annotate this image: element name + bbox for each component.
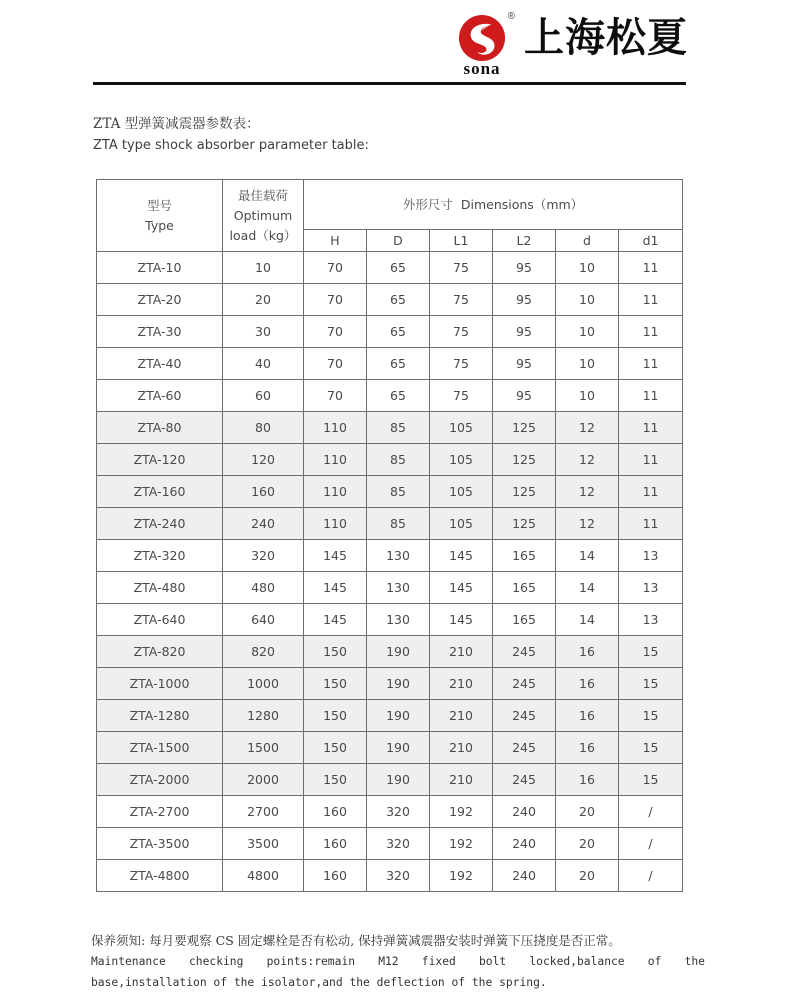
cell-model: ZTA-4800 — [97, 860, 223, 892]
cell-h: 150 — [304, 732, 367, 764]
cell-model: ZTA-40 — [97, 348, 223, 380]
table-row — [97, 444, 683, 476]
cell-l1: 210 — [430, 668, 493, 700]
column-header-dimensions-cn: 外形尺寸 — [402, 196, 453, 212]
column-header-l2: L2 — [493, 230, 556, 252]
cell-d: 130 — [367, 572, 430, 604]
cell-l2: 245 — [493, 700, 556, 732]
cell-d1: 11 — [619, 284, 683, 316]
cell-model: ZTA-640 — [97, 604, 223, 636]
header-divider — [93, 82, 686, 85]
cell-d: 320 — [367, 828, 430, 860]
cell-l2: 245 — [493, 764, 556, 796]
cell-d: 65 — [367, 284, 430, 316]
table-row — [97, 540, 683, 572]
cell-d: 65 — [367, 252, 430, 284]
table-row — [97, 732, 683, 764]
table-row — [97, 796, 683, 828]
cell-l1: 75 — [430, 348, 493, 380]
cell-l2: 95 — [493, 316, 556, 348]
cell-l2: 125 — [493, 508, 556, 540]
column-header-type — [97, 180, 223, 252]
cell-d-small: 14 — [556, 540, 619, 572]
company-name-cn: 上海松夏 — [524, 15, 688, 61]
cell-model: ZTA-120 — [97, 444, 223, 476]
cell-h: 160 — [304, 860, 367, 892]
cell-load: 820 — [223, 636, 304, 668]
cell-load: 1500 — [223, 732, 304, 764]
cell-d1: 13 — [619, 604, 683, 636]
cell-model: ZTA-1280 — [97, 700, 223, 732]
sona-circle-s-icon — [458, 14, 506, 62]
cell-load: 2000 — [223, 764, 304, 796]
cell-model: ZTA-2700 — [97, 796, 223, 828]
cell-h: 150 — [304, 700, 367, 732]
cell-h: 70 — [304, 348, 367, 380]
cell-model: ZTA-160 — [97, 476, 223, 508]
spec-table-container — [96, 179, 682, 892]
cell-h: 150 — [304, 668, 367, 700]
cell-l1: 210 — [430, 636, 493, 668]
table-row — [97, 252, 683, 284]
cell-d1: 15 — [619, 700, 683, 732]
cell-h: 160 — [304, 796, 367, 828]
cell-h: 145 — [304, 604, 367, 636]
cell-model: ZTA-3500 — [97, 828, 223, 860]
cell-d-small: 14 — [556, 604, 619, 636]
cell-h: 160 — [304, 828, 367, 860]
cell-l2: 165 — [493, 604, 556, 636]
table-row — [97, 700, 683, 732]
cell-l2: 95 — [493, 284, 556, 316]
cell-load: 1280 — [223, 700, 304, 732]
cell-load: 240 — [223, 508, 304, 540]
cell-d: 85 — [367, 508, 430, 540]
cell-l2: 240 — [493, 828, 556, 860]
cell-model: ZTA-80 — [97, 412, 223, 444]
cell-model: ZTA-1000 — [97, 668, 223, 700]
cell-d-small: 12 — [556, 476, 619, 508]
cell-d: 190 — [367, 732, 430, 764]
cell-load: 640 — [223, 604, 304, 636]
maintenance-note-en — [91, 951, 705, 993]
cell-d1: 11 — [619, 476, 683, 508]
cell-d-small: 20 — [556, 828, 619, 860]
cell-h: 70 — [304, 284, 367, 316]
cell-l1: 75 — [430, 380, 493, 412]
cell-l1: 192 — [430, 828, 493, 860]
spec-table-head — [97, 180, 683, 252]
cell-l2: 165 — [493, 572, 556, 604]
table-header-row-1 — [97, 180, 683, 230]
maintenance-note-en-line1: Maintenance checking points:remain M12 fixed bolt locked,balance of the — [91, 955, 705, 968]
cell-d1: 15 — [619, 668, 683, 700]
column-header-d: D — [367, 230, 430, 252]
cell-load: 10 — [223, 252, 304, 284]
cell-d-small: 10 — [556, 252, 619, 284]
maintenance-note — [91, 930, 705, 993]
table-row — [97, 508, 683, 540]
cell-l1: 210 — [430, 732, 493, 764]
cell-d: 320 — [367, 796, 430, 828]
cell-l2: 95 — [493, 380, 556, 412]
cell-d: 85 — [367, 412, 430, 444]
cell-l1: 145 — [430, 604, 493, 636]
cell-d-small: 20 — [556, 796, 619, 828]
cell-d-small: 16 — [556, 764, 619, 796]
cell-l1: 75 — [430, 252, 493, 284]
cell-d1: 13 — [619, 540, 683, 572]
cell-load: 160 — [223, 476, 304, 508]
cell-d: 65 — [367, 316, 430, 348]
cell-l2: 240 — [493, 796, 556, 828]
column-header-l1: L1 — [430, 230, 493, 252]
column-header-load-en1: Optimum — [233, 207, 293, 223]
cell-h: 70 — [304, 252, 367, 284]
spec-table — [96, 179, 683, 892]
cell-d1: 11 — [619, 380, 683, 412]
page-title — [93, 113, 693, 157]
table-row — [97, 284, 683, 316]
cell-l2: 165 — [493, 540, 556, 572]
cell-d-small: 12 — [556, 508, 619, 540]
cell-d: 190 — [367, 636, 430, 668]
cell-d: 85 — [367, 444, 430, 476]
page-title-en: ZTA type shock absorber parameter table: — [93, 138, 369, 153]
cell-d1: 15 — [619, 732, 683, 764]
column-header-h: H — [304, 230, 367, 252]
cell-d: 65 — [367, 348, 430, 380]
cell-load: 120 — [223, 444, 304, 476]
cell-model: ZTA-30 — [97, 316, 223, 348]
cell-d: 320 — [367, 860, 430, 892]
sona-logo-mark — [456, 12, 514, 78]
cell-d-small: 16 — [556, 636, 619, 668]
cell-load: 2700 — [223, 796, 304, 828]
table-row — [97, 380, 683, 412]
cell-l1: 105 — [430, 508, 493, 540]
column-header-type-cn: 型号 — [146, 197, 172, 213]
cell-load: 20 — [223, 284, 304, 316]
cell-d-small: 20 — [556, 860, 619, 892]
cell-d1: 13 — [619, 572, 683, 604]
cell-d-small: 10 — [556, 348, 619, 380]
cell-load: 3500 — [223, 828, 304, 860]
company-logo — [456, 12, 688, 78]
table-row — [97, 412, 683, 444]
cell-l1: 192 — [430, 860, 493, 892]
cell-model: ZTA-20 — [97, 284, 223, 316]
cell-l2: 245 — [493, 636, 556, 668]
cell-load: 30 — [223, 316, 304, 348]
cell-l1: 210 — [430, 700, 493, 732]
cell-d1: 15 — [619, 764, 683, 796]
cell-d-small: 14 — [556, 572, 619, 604]
cell-l2: 95 — [493, 348, 556, 380]
cell-load: 80 — [223, 412, 304, 444]
cell-load: 1000 — [223, 668, 304, 700]
table-row — [97, 476, 683, 508]
cell-h: 70 — [304, 316, 367, 348]
cell-d-small: 12 — [556, 444, 619, 476]
cell-l1: 105 — [430, 476, 493, 508]
cell-model: ZTA-10 — [97, 252, 223, 284]
column-header-load-en2: load（kg） — [229, 227, 297, 243]
cell-model: ZTA-1500 — [97, 732, 223, 764]
column-header-d-small: d — [556, 230, 619, 252]
cell-l1: 145 — [430, 540, 493, 572]
table-row — [97, 828, 683, 860]
cell-model: ZTA-320 — [97, 540, 223, 572]
cell-d-small: 10 — [556, 316, 619, 348]
cell-h: 145 — [304, 540, 367, 572]
cell-d-small: 12 — [556, 412, 619, 444]
cell-d: 190 — [367, 764, 430, 796]
table-row — [97, 668, 683, 700]
table-row — [97, 636, 683, 668]
cell-l2: 125 — [493, 444, 556, 476]
cell-d: 190 — [367, 700, 430, 732]
cell-d-small: 16 — [556, 700, 619, 732]
cell-model: ZTA-240 — [97, 508, 223, 540]
cell-h: 150 — [304, 636, 367, 668]
cell-d: 65 — [367, 380, 430, 412]
cell-l2: 245 — [493, 668, 556, 700]
cell-d1: 15 — [619, 636, 683, 668]
cell-h: 110 — [304, 444, 367, 476]
cell-model: ZTA-820 — [97, 636, 223, 668]
cell-d1: / — [619, 860, 683, 892]
maintenance-note-en-line2: base,installation of the isolator,and the deflection of the spring. — [91, 976, 547, 989]
logo-wordmark: sona — [463, 59, 501, 78]
cell-load: 40 — [223, 348, 304, 380]
column-header-type-en: Type — [145, 217, 174, 233]
cell-d1: 11 — [619, 252, 683, 284]
cell-load: 60 — [223, 380, 304, 412]
page-title-cn: ZTA 型弹簧减震器参数表： — [93, 116, 260, 132]
table-row — [97, 316, 683, 348]
cell-d-small: 16 — [556, 668, 619, 700]
spec-table-body — [97, 252, 683, 892]
cell-d1: 11 — [619, 412, 683, 444]
cell-l2: 125 — [493, 476, 556, 508]
cell-d1: 11 — [619, 348, 683, 380]
table-row — [97, 348, 683, 380]
cell-l1: 75 — [430, 316, 493, 348]
cell-model: ZTA-2000 — [97, 764, 223, 796]
cell-l1: 210 — [430, 764, 493, 796]
table-row — [97, 860, 683, 892]
cell-model: ZTA-60 — [97, 380, 223, 412]
registered-trademark-icon: ® — [507, 11, 515, 22]
table-row — [97, 764, 683, 796]
cell-h: 150 — [304, 764, 367, 796]
cell-l1: 192 — [430, 796, 493, 828]
cell-model: ZTA-480 — [97, 572, 223, 604]
cell-d: 130 — [367, 540, 430, 572]
cell-l2: 95 — [493, 252, 556, 284]
column-header-load-cn: 最佳载荷 — [237, 187, 288, 203]
maintenance-note-cn: 保养须知: 每月要观察 CS 固定螺栓是否有松动, 保持弹簧减震器安装时弹簧下压挠度是否正常。 — [91, 933, 621, 948]
cell-h: 110 — [304, 412, 367, 444]
cell-l2: 245 — [493, 732, 556, 764]
page-header — [0, 0, 800, 90]
cell-d1: 11 — [619, 316, 683, 348]
cell-d: 85 — [367, 476, 430, 508]
column-header-dimensions — [304, 180, 683, 230]
cell-d: 190 — [367, 668, 430, 700]
cell-l2: 125 — [493, 412, 556, 444]
cell-l1: 105 — [430, 412, 493, 444]
cell-d-small: 10 — [556, 284, 619, 316]
cell-h: 110 — [304, 508, 367, 540]
cell-l1: 145 — [430, 572, 493, 604]
cell-l1: 105 — [430, 444, 493, 476]
column-header-d1: d1 — [619, 230, 683, 252]
table-row — [97, 604, 683, 636]
cell-load: 320 — [223, 540, 304, 572]
cell-d-small: 10 — [556, 380, 619, 412]
cell-d1: 11 — [619, 508, 683, 540]
cell-d1: / — [619, 828, 683, 860]
cell-h: 145 — [304, 572, 367, 604]
cell-l1: 75 — [430, 284, 493, 316]
cell-h: 110 — [304, 476, 367, 508]
cell-h: 70 — [304, 380, 367, 412]
cell-load: 4800 — [223, 860, 304, 892]
cell-load: 480 — [223, 572, 304, 604]
cell-d: 130 — [367, 604, 430, 636]
column-header-dimensions-en: Dimensions（mm） — [460, 196, 584, 212]
cell-d-small: 16 — [556, 732, 619, 764]
table-row — [97, 572, 683, 604]
cell-l2: 240 — [493, 860, 556, 892]
column-header-load — [223, 180, 304, 252]
cell-d1: 11 — [619, 444, 683, 476]
cell-d1: / — [619, 796, 683, 828]
